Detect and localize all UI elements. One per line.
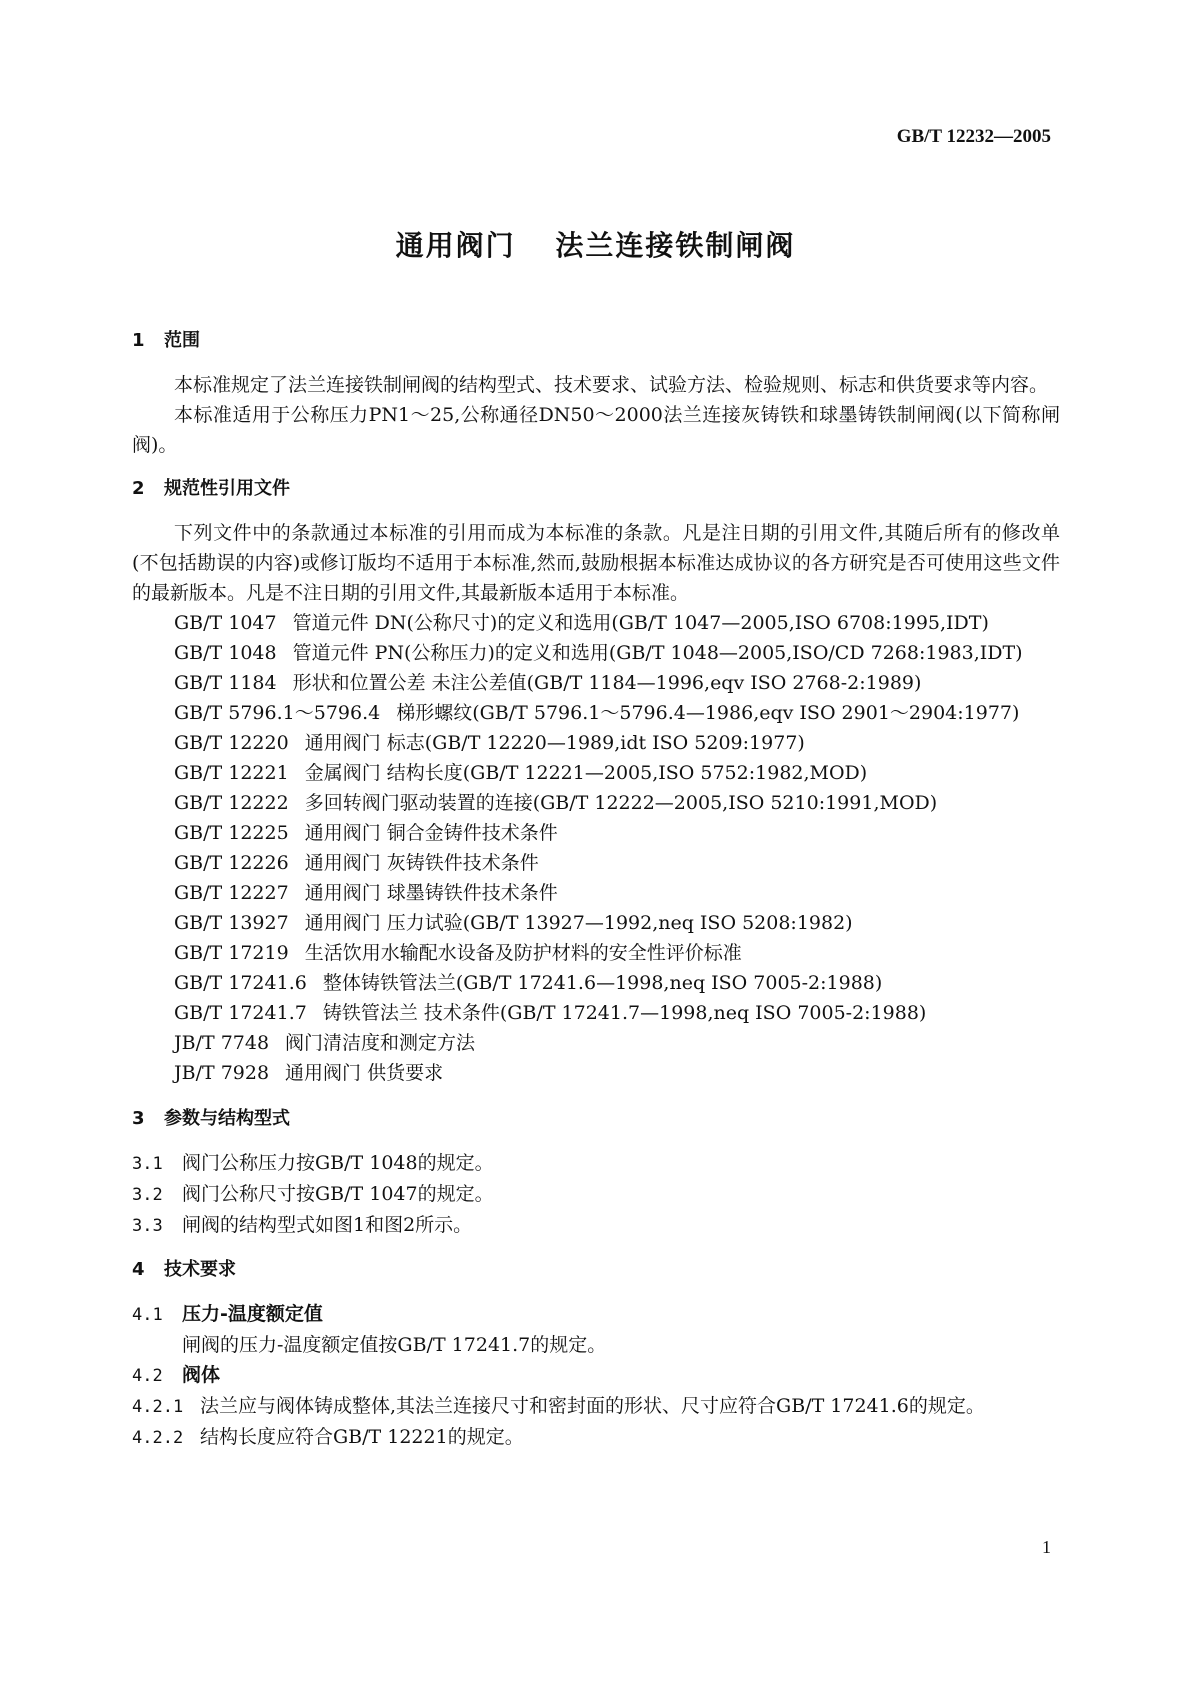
reference-text: 金属阀门 结构长度(GB/T 12221—2005,ISO 5752:1982,MOD) [304, 762, 868, 784]
clause-text: 结构长度应符合GB/T 12221的规定。 [200, 1426, 524, 1448]
reference-text: 管道元件 PN(公称压力)的定义和选用(GB/T 1048—2005,ISO/CD 7268:1983,IDT) [292, 642, 1023, 664]
subsection-heading [132, 1360, 1060, 1391]
clause-item [132, 1210, 1060, 1241]
clause-text: 阀门公称尺寸按GB/T 1047的规定。 [182, 1183, 494, 1205]
clause-text: 法兰应与阀体铸成整体,其法兰连接尺寸和密封面的形状、尺寸应符合GB/T 17241.6的规定。 [200, 1395, 985, 1417]
reference-text: 生活饮用水输配水设备及防护材料的安全性评价标准 [304, 942, 742, 964]
reference-item [132, 668, 1060, 698]
reference-text: 通用阀门 标志(GB/T 12220—1989,idt ISO 5209:1977) [304, 732, 805, 754]
clause-item [132, 1179, 1060, 1210]
reference-text: 管道元件 DN(公称尺寸)的定义和选用(GB/T 1047—2005,ISO 6708:1995,IDT) [292, 612, 989, 634]
page-number: 1 [1042, 1537, 1051, 1557]
section-heading-technical-requirements [132, 1255, 1060, 1285]
subsection-number: 4.2 [132, 1366, 163, 1386]
reference-item [132, 728, 1060, 758]
reference-text: 铸铁管法兰 技术条件(GB/T 17241.7—1998,neq ISO 7005-2:1988) [322, 1002, 927, 1024]
reference-code: GB/T 12221 [174, 762, 289, 784]
paragraph: 本标准规定了法兰连接铁制闸阀的结构型式、技术要求、试验方法、检验规则、标志和供货要求等内容。 [174, 374, 1049, 396]
reference-code: GB/T 5796.1～5796.4 [174, 702, 381, 724]
reference-code: GB/T 13927 [174, 912, 289, 934]
reference-text: 梯形螺纹(GB/T 5796.1～5796.4—1986,eqv ISO 2901～2904:1977) [396, 702, 1020, 724]
reference-item [132, 818, 1060, 848]
standard-number: GB/T 12232—2005 [896, 126, 1051, 147]
paragraph: 下列文件中的条款通过本标准的引用而成为本标准的条款。凡是注日期的引用文件,其随后所有的修改单(不包括勘误的内容)或修订版均不适用于本标准,然而,鼓励根据本标准达成协议的各方研究是否可使用这些文件的最新版本。凡是不注日期的引用文件,其最新版本适用于本标准。 [132, 522, 1060, 604]
reference-code: GB/T 1047 [174, 612, 277, 634]
clause-number: 3.2 [132, 1185, 163, 1205]
subsection-title: 阀体 [182, 1364, 221, 1386]
reference-code: GB/T 1184 [174, 672, 277, 694]
reference-item [132, 878, 1060, 908]
reference-item [132, 788, 1060, 818]
reference-text: 整体铸铁管法兰(GB/T 17241.6—1998,neq ISO 7005-2:1988) [322, 972, 883, 994]
reference-code: GB/T 12222 [174, 792, 289, 814]
section-heading-parameters [132, 1104, 1060, 1134]
reference-code: GB/T 12225 [174, 822, 289, 844]
clause-text: 闸阀的结构型式如图1和图2所示。 [182, 1214, 473, 1236]
section-title: 参数与结构型式 [164, 1108, 290, 1129]
reference-code: JB/T 7928 [174, 1062, 270, 1084]
reference-code: GB/T 17241.7 [174, 1002, 307, 1024]
reference-text: 通用阀门 铜合金铸件技术条件 [304, 822, 558, 844]
document-title: 通用阀门 法兰连接铁制闸阀 [395, 229, 796, 262]
reference-item [132, 998, 1060, 1028]
section-number: 4 [132, 1259, 145, 1280]
section-title: 范围 [164, 330, 200, 351]
section-heading-scope [132, 326, 1060, 356]
reference-text: 多回转阀门驱动装置的连接(GB/T 12222—2005,ISO 5210:1991,MOD) [304, 792, 938, 814]
reference-item [132, 968, 1060, 998]
reference-item [132, 938, 1060, 968]
reference-text: 阀门清洁度和测定方法 [285, 1032, 476, 1054]
reference-item [132, 848, 1060, 878]
document-body [132, 326, 1060, 1453]
reference-code: GB/T 12227 [174, 882, 289, 904]
clause-number: 3.3 [132, 1216, 163, 1236]
section-number: 2 [132, 478, 145, 499]
clause-number: 4.2.1 [132, 1397, 184, 1417]
reference-list [132, 608, 1060, 1088]
reference-code: JB/T 7748 [174, 1032, 270, 1054]
clause-text: 闸阀的压力-温度额定值按GB/T 17241.7的规定。 [182, 1334, 607, 1356]
reference-text: 通用阀门 灰铸铁件技术条件 [304, 852, 539, 874]
subsection-number: 4.1 [132, 1305, 163, 1325]
clause-number: 4.2.2 [132, 1428, 184, 1448]
reference-item [132, 1058, 1060, 1088]
subsection-heading [132, 1299, 1060, 1330]
reference-item [132, 608, 1060, 638]
reference-item [132, 1028, 1060, 1058]
section-number: 1 [132, 330, 145, 351]
section-title: 规范性引用文件 [164, 478, 290, 499]
reference-item [132, 698, 1060, 728]
reference-code: GB/T 1048 [174, 642, 277, 664]
reference-code: GB/T 17219 [174, 942, 289, 964]
clause-number: 3.1 [132, 1154, 163, 1174]
section-number: 3 [132, 1108, 145, 1129]
reference-code: GB/T 12220 [174, 732, 289, 754]
section-title: 技术要求 [164, 1259, 236, 1280]
reference-item [132, 908, 1060, 938]
reference-item [132, 638, 1060, 668]
clause-item [132, 1148, 1060, 1179]
subsection-title: 压力-温度额定值 [182, 1303, 323, 1325]
reference-text: 通用阀门 供货要求 [285, 1062, 444, 1084]
section-heading-normative-references [132, 474, 1060, 504]
clause-item [132, 1391, 1060, 1422]
reference-text: 形状和位置公差 未注公差值(GB/T 1184—1996,eqv ISO 2768-2:1989) [292, 672, 922, 694]
clause-text: 阀门公称压力按GB/T 1048的规定。 [182, 1152, 494, 1174]
reference-code: GB/T 17241.6 [174, 972, 307, 994]
reference-item [132, 758, 1060, 788]
reference-text: 通用阀门 球墨铸铁件技术条件 [304, 882, 558, 904]
reference-text: 通用阀门 压力试验(GB/T 13927—1992,neq ISO 5208:1982) [304, 912, 853, 934]
reference-code: GB/T 12226 [174, 852, 289, 874]
clause-item [132, 1422, 1060, 1453]
paragraph: 本标准适用于公称压力PN1～25,公称通径DN50～2000法兰连接灰铸铁和球墨铸铁制闸阀(以下简称闸阀)。 [132, 404, 1060, 456]
